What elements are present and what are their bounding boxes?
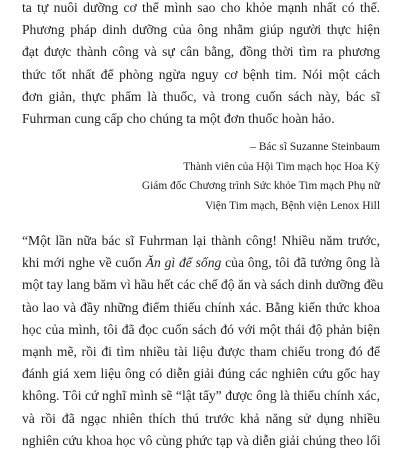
text-line: thức tốt nhất để phòng ngừa nguy cơ bệnh tim. Nói một cách	[22, 66, 380, 82]
book-title: Ăn gì để sống	[145, 255, 222, 271]
text-line: mạnh mẽ, rồi đi tìm nhiều tài liệu được tham chiếu trong đó để	[22, 344, 380, 360]
text-line: Fuhrman cung cấp cho chúng ta một đơn thuốc hoàn hảo.	[22, 111, 335, 127]
text-line: đơn giản, thực phẩm là thuốc, và trong cuốn sách này, bác sĩ	[22, 88, 380, 104]
paragraph-1	[22, 0, 380, 130]
text-line: không. Tôi cứ nghĩ mình sẽ “lật tẩy” được ông là thiếu chính xác,	[22, 388, 380, 404]
paragraph-2	[22, 230, 384, 452]
text-line: Phương pháp dinh dưỡng của ông nhằm giúp người thực hiện	[22, 22, 380, 38]
attribution-institution: Viện Tim mạch, Bệnh viện Lenox Hill	[205, 199, 380, 212]
text-line: nghiên cứu khoa học vô cùng phức tạp và diễn giải chúng theo lối	[22, 432, 381, 448]
text-line: học của mình, tôi đã đọc cuốn sách đó với một thái độ phản biện	[22, 321, 380, 337]
text-line: một tay lang băm vì hầu hết các chế độ ăn và sách dinh dưỡng đều	[22, 277, 384, 293]
text-line	[22, 252, 380, 274]
text-line: “Một lần nữa bác sĩ Fuhrman lại thành công! Nhiều năm trước,	[22, 233, 380, 248]
quote-attribution	[142, 138, 380, 216]
text-line: và rồi đã ngạc nhiên thích thú trước khả năng sử dụng nhiều	[22, 410, 380, 426]
text-line: đánh giá xem liệu ông có diễn giải đúng các nghiên cứu gốc hay	[22, 366, 380, 382]
attribution-title: Giám đốc Chương trình Sức khỏe Tim mạch Phụ nữ	[141, 180, 380, 193]
text-line: ta tự nuôi dưỡng cơ thể mình sao cho khỏe mạnh nhất có thể.	[22, 0, 380, 15]
attribution-affiliation: Thành viên của Hội Tim mạch học Hoa Kỳ	[183, 160, 380, 173]
text-fragment: khi mới nghe về cuốn	[22, 255, 146, 271]
attribution-name: – Bác sĩ Suzanne Steinbaum	[250, 141, 380, 153]
text-line: tào lao và đầy những điểm thiếu chính xác. Bằng kiến thức khoa	[22, 299, 380, 315]
text-fragment: của ông, tôi đã tưởng ông là	[221, 255, 380, 271]
text-line: đạt được thành công và sự cân bằng, đồng thời tìm ra phương	[22, 44, 380, 60]
